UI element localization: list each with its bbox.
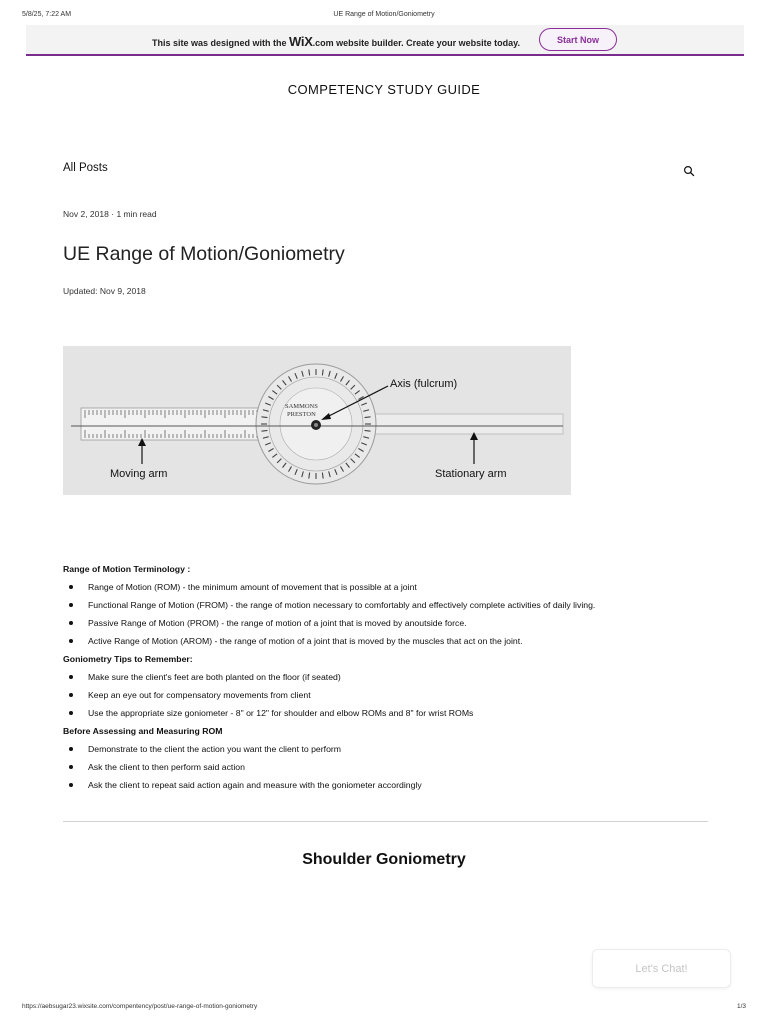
meta-separator: · xyxy=(111,209,115,219)
list-item xyxy=(63,616,713,634)
print-footer xyxy=(22,1003,746,1015)
content-section-heading: Goniometry Tips to Remember: xyxy=(63,654,193,664)
print-datetime: 5/8/25, 7:22 AM xyxy=(22,11,72,18)
content-section-heading: Range of Motion Terminology : xyxy=(63,564,191,574)
print-url: https://aebsugar23.wixsite.com/compentency/post/ue-range-of-motion-goniometry xyxy=(22,1003,258,1010)
print-page-number: 1/3 xyxy=(736,1003,746,1010)
section-divider xyxy=(63,821,708,822)
wix-banner-text xyxy=(152,34,520,49)
list-item xyxy=(63,760,713,778)
read-time: 1 min read xyxy=(116,209,157,219)
list-item xyxy=(63,598,713,616)
list-item xyxy=(63,742,713,760)
list-item xyxy=(63,670,713,688)
goniometer-brand-line2: PRESTON xyxy=(287,411,316,418)
wix-promo-banner xyxy=(26,25,744,56)
site-title[interactable]: COMPETENCY STUDY GUIDE xyxy=(287,82,481,97)
print-page-title: UE Range of Motion/Goniometry xyxy=(333,11,435,18)
wix-banner-text-before: This site was designed with the xyxy=(152,38,290,48)
all-posts-link[interactable]: All Posts xyxy=(63,162,108,174)
bullet-list xyxy=(63,670,713,724)
post-updated-date: Updated: Nov 9, 2018 xyxy=(63,286,146,296)
bullet-icon xyxy=(69,765,73,769)
start-now-button[interactable]: Start Now xyxy=(539,28,617,51)
bullet-icon xyxy=(69,783,73,787)
goniometer-image xyxy=(63,346,571,495)
bullet-icon xyxy=(69,585,73,589)
list-item-text: Demonstrate to the client the action you want the client to perform xyxy=(88,744,342,754)
list-item-text: Functional Range of Motion (FROM) - the range of motion necessary to comfortably and effectively complete activities of daily living. xyxy=(88,600,596,610)
stationary-arm-label: Stationary arm xyxy=(435,468,507,480)
list-item-text: Ask the client to repeat said action again and measure with the goniometer accordingly xyxy=(88,780,422,790)
axis-fulcrum-label: Axis (fulcrum) xyxy=(390,378,458,390)
bullet-icon xyxy=(69,675,73,679)
list-item xyxy=(63,706,713,724)
bullet-icon xyxy=(69,603,73,607)
goniometer-brand-line1: SAMMONS xyxy=(285,403,318,410)
bullet-icon xyxy=(69,747,73,751)
bullet-icon xyxy=(69,639,73,643)
post-content xyxy=(63,562,713,796)
list-item-text: Keep an eye out for compensatory movements from client xyxy=(88,690,311,700)
bullet-icon xyxy=(69,693,73,697)
list-item-text: Active Range of Motion (AROM) - the range of motion of a joint that is moved by the muscles that act on the joint. xyxy=(88,636,523,646)
list-item-text: Use the appropriate size goniometer - 8" or 12" for shoulder and elbow ROMs and 8" for wrist ROMs xyxy=(88,708,474,718)
wix-banner-text-after: .com website builder. Create your website today. xyxy=(312,38,520,48)
post-date: Nov 2, 2018 xyxy=(63,209,109,219)
list-item-text: Ask the client to then perform said action xyxy=(88,762,245,772)
bullet-list xyxy=(63,742,713,796)
list-item-text: Range of Motion (ROM) - the minimum amount of movement that is possible at a joint xyxy=(88,582,417,592)
search-icon[interactable] xyxy=(683,164,695,176)
bullet-icon xyxy=(69,711,73,715)
bullet-list xyxy=(63,580,713,652)
content-section-heading: Before Assessing and Measuring ROM xyxy=(63,726,223,736)
bullet-icon xyxy=(69,621,73,625)
list-item xyxy=(63,580,713,598)
post-title: UE Range of Motion/Goniometry xyxy=(63,243,345,265)
print-header xyxy=(22,11,746,23)
moving-arm-label: Moving arm xyxy=(110,468,168,480)
wix-logo[interactable]: WiX xyxy=(289,34,313,49)
list-item-text: Make sure the client's feet are both planted on the floor (if seated) xyxy=(88,672,341,682)
list-item xyxy=(63,778,713,796)
section-title-shoulder-goniometry: Shoulder Goniometry xyxy=(302,851,466,868)
lets-chat-button[interactable]: Let's Chat! xyxy=(592,949,731,988)
list-item-text: Passive Range of Motion (PROM) - the range of motion of a joint that is moved by anoutside force. xyxy=(88,618,467,628)
list-item xyxy=(63,688,713,706)
post-meta xyxy=(63,209,157,219)
list-item xyxy=(63,634,713,652)
